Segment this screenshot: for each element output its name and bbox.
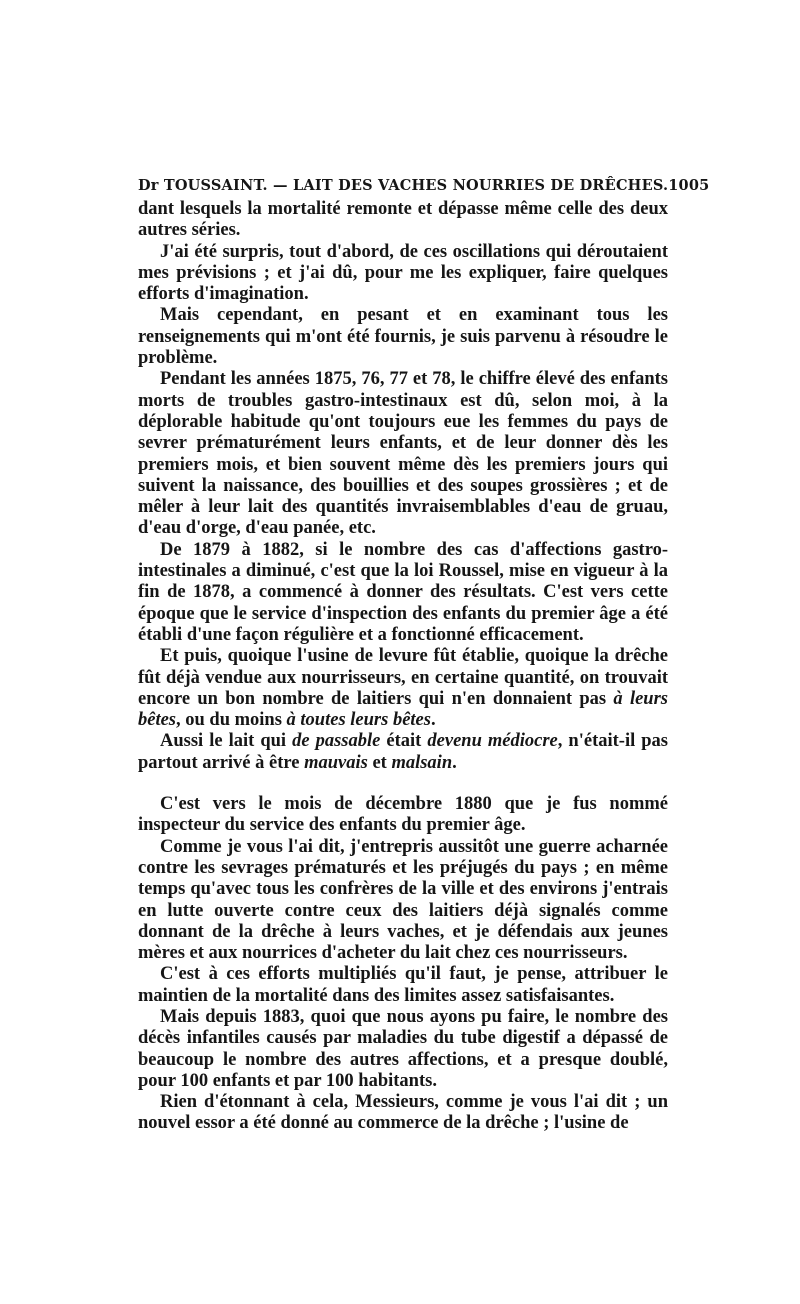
text-run: . [452,752,457,773]
paragraph: C'est vers le mois de décembre 1880 que je fus nommé inspecteur du service des enfants du premier âge. [138,794,668,836]
paragraph-with-italics [138,731,668,774]
paragraph: Mais cependant, en pesant et en examinant tous les renseignements qui m'ont été fournis, je suis parvenu à résoudre le problème. [138,305,668,369]
paragraph-continued: dant lesquels la mortalité remonte et dépasse même celle des deux autres séries. [138,199,668,241]
paragraph: J'ai été surpris, tout d'abord, de ces oscillations qui déroutaient mes prévisions ; et j'ai dû, pour me les expliquer, faire quelques efforts d'imagination. [138,241,668,305]
body-text [138,199,668,1135]
paragraph: De 1879 à 1882, si le nombre des cas d'affections gastro-intestinales a diminué, c'est que la loi Roussel, mise en vigueur à la fin de 1878, a commencé à donner des résultats. C'est vers cette époque que le service d'inspection des enfants du premier âge a été établi d'une façon régulière et a fonctionné efficacement. [138,539,668,645]
book-page [138,173,710,1135]
paragraph: Comme je vous l'ai dit, j'entrepris aussitôt une guerre acharnée contre les sevrages prématurés et les préjugés du pays ; en même temps qu'avec tous les confrères de la ville et des environs j'entrais en lutte ouverte contre ceux des laitiers déjà signalés comme donnant de la drêche à leurs vaches, et je défendais aux jeunes mères et aux nourrices d'acheter du lait chez ces nourrisseurs. [138,836,668,964]
italic-run: mauvais [304,752,368,773]
italic-run: à leurs bêtes [138,688,668,731]
text-run: était [380,731,428,752]
text-run: Et puis, quoique l'usine de levure fût établie, quoique la drêche fût déjà vendue aux nourrisseurs, en certaine quantité, on trouvait encore un bon nombre de laitiers qui n'en donnaient pas [138,646,668,709]
paragraph: Pendant les années 1875, 76, 77 et 78, le chiffre élevé des enfants morts de troubles gastro-intestinaux est dû, selon moi, à la déplorable habitude qu'ont toujours eue les femmes du pays de sevrer prématurément leurs enfants, et de leur donner dès les premiers mois, et bien souvent même dès les premiers jours qui suivent la naissance, des bouillies et des soupes grossières ; et de mêler à leur lait des quantités invraisemblables d'eau de gruau, d'eau d'orge, d'eau panée, etc. [138,369,668,539]
paragraph: Rien d'étonnant à cela, Messieurs, comme je vous l'ai dit ; un nouvel essor a été donné au commerce de la drêche ; l'usine de [138,1092,668,1134]
italic-run: de passable [292,731,381,752]
paragraph-with-italics [138,646,668,731]
running-title: Dr TOUSSAINT. — LAIT DES VACHES NOURRIES DE DRÊCHES. [138,177,669,194]
italic-run: devenu médiocre [427,731,558,752]
text-run: . [430,710,436,731]
paragraph: Mais depuis 1883, quoi que nous ayons pu faire, le nombre des décès infantiles causés par maladies du tube digestif a dépassé de beaucoup le nombre des autres affections, et a presque doublé, pour 100 enfants et par 100 habitants. [138,1006,668,1091]
text-run: et [367,752,392,773]
paragraph: C'est à ces efforts multipliés qu'il faut, je pense, attribuer le maintien de la mortalité dans des limites assez satisfaisantes. [138,964,668,1006]
text-run: Aussi le lait qui [160,731,293,752]
page-number: 1005 [668,177,710,194]
running-head [138,173,710,199]
italic-run: à toutes leurs bêtes [286,710,431,731]
italic-run: malsain [391,752,453,773]
text-run: , n'était-il pas partout arrivé à être [138,731,669,773]
text-run: , ou du moins [176,710,287,731]
